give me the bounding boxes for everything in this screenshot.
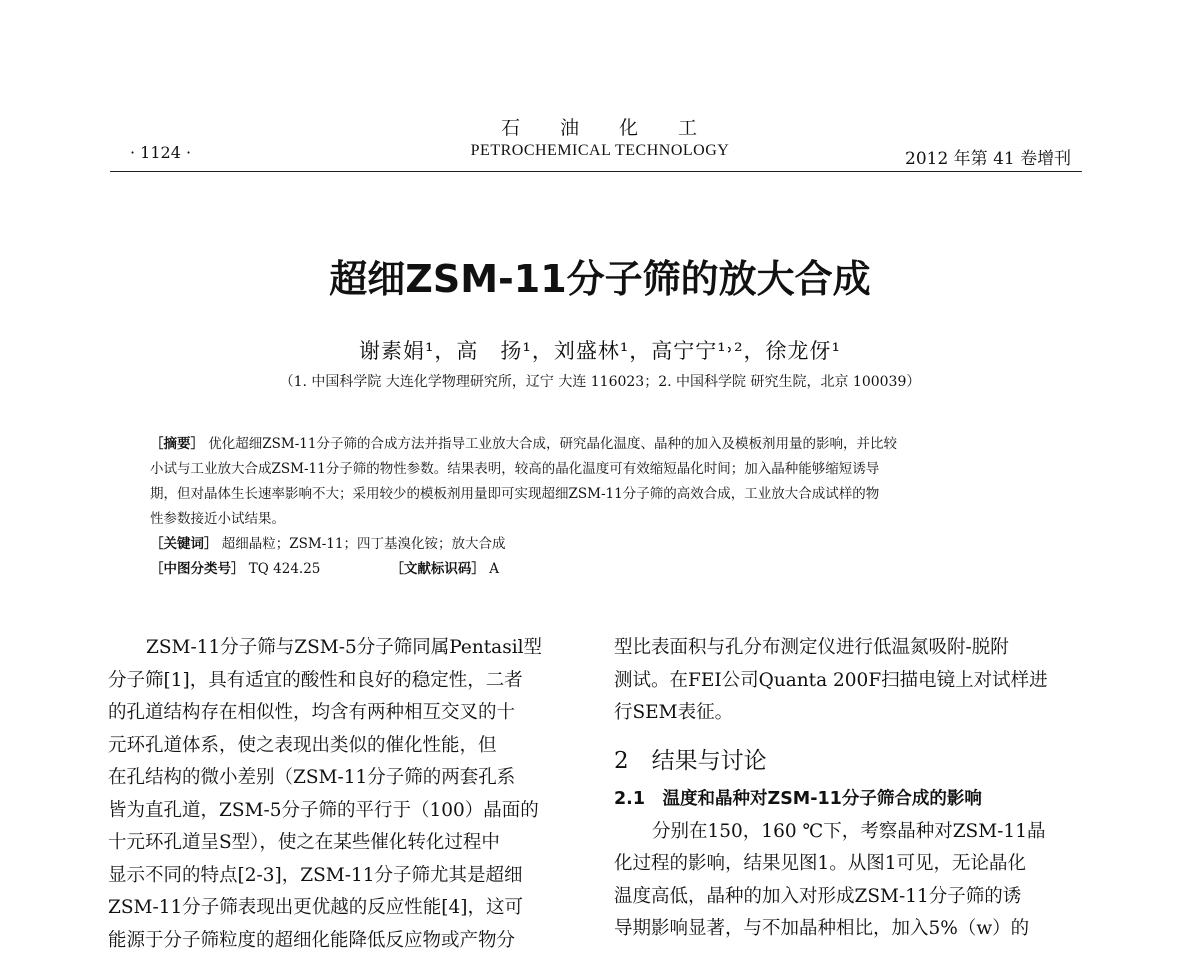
subsection-heading: 2.1 温度和晶种对ZSM-11分子筛合成的影响: [614, 783, 1084, 816]
keywords-text: 超细晶粒；ZSM-11；四丁基溴化铵；放大合成: [222, 536, 506, 552]
doc-code-value: A: [489, 561, 499, 577]
body-line: 十元环孔道呈S型），使之在某些催化转化过程中: [108, 827, 578, 860]
affiliations: （1. 中国科学院 大连化学物理研究所，辽宁 大连 116023；2. 中国科学院 研究生院，北京 100039）: [0, 371, 1200, 391]
section-heading: 2 结果与讨论: [614, 745, 1084, 778]
header-rule: [110, 171, 1082, 172]
body-line: 显示不同的特点[2-3]，ZSM-11分子筛尤其是超细: [108, 860, 578, 893]
abstract-label: ［摘要］: [150, 436, 204, 452]
body-column-left: [108, 632, 578, 957]
body-line: ZSM-11分子筛表现出更优越的反应性能[4]，这可: [108, 892, 578, 925]
abstract-line: [150, 432, 1050, 457]
journal-name-cn: 石 油 化 工: [0, 113, 1200, 140]
issue-info: 2012 年第 41 卷增刊: [905, 144, 1071, 169]
doc-code-label: ［文献标识码］: [390, 561, 485, 577]
body-line: 测试。在FEI公司Quanta 200F扫描电镜上对试样进: [614, 665, 1084, 698]
abstract-line: 性参数接近小试结果。: [150, 507, 1050, 532]
body-line: 化过程的影响，结果见图1。从图1可见，无论晶化: [614, 848, 1084, 881]
body-line: 导期影响显著，与不加晶种相比，加入5%（w）的: [614, 913, 1084, 946]
body-line: ZSM-11分子筛与ZSM-5分子筛同属Pentasil型: [108, 632, 578, 665]
article-title: 超细ZSM-11分子筛的放大合成: [0, 248, 1200, 303]
author-list: 谢素娟¹，高 扬¹，刘盛林¹，高宁宁¹˒²，徐龙伢¹: [0, 335, 1200, 365]
abstract-text: 优化超细ZSM-11分子筛的合成方法并指导工业放大合成，研究晶化温度、晶种的加入及模板剂用量的影响，并比较: [208, 436, 897, 452]
body-line: 元环孔道体系，使之表现出类似的催化性能，但: [108, 730, 578, 763]
clc-label: ［中图分类号］: [150, 561, 245, 577]
body-column-right: [614, 632, 1084, 946]
body-line: 在孔结构的微小差别（ZSM-11分子筛的两套孔系: [108, 762, 578, 795]
body-line: 能源于分子筛粒度的超细化能降低反应物或产物分: [108, 925, 578, 957]
abstract-line: 期，但对晶体生长速率影响不大；采用较少的模板剂用量即可实现超细ZSM-11分子筛的高效合成，工业放大合成试样的物: [150, 482, 1050, 507]
page-number: · 1124 ·: [130, 143, 191, 162]
body-line: 的孔道结构存在相似性，均含有两种相互交叉的十: [108, 697, 578, 730]
clc-value: TQ 424.25: [249, 561, 321, 577]
body-line: 分别在150，160 ℃下，考察晶种对ZSM-11晶: [614, 816, 1084, 849]
classification-line: [150, 557, 1050, 582]
keywords-line: [150, 532, 1050, 557]
abstract-line: 小试与工业放大合成ZSM-11分子筛的物性参数。结果表明，较高的晶化温度可有效缩短晶化时间；加入晶种能够缩短诱导: [150, 457, 1050, 482]
journal-name-en: PETROCHEMICAL TECHNOLOGY: [0, 142, 1200, 160]
body-line: 分子筛[1]，具有适宜的酸性和良好的稳定性，二者: [108, 665, 578, 698]
body-line: 型比表面积与孔分布测定仪进行低温氮吸附-脱附: [614, 632, 1084, 665]
body-line: 行SEM表征。: [614, 697, 1084, 730]
abstract-block: [150, 432, 1050, 582]
body-line: 皆为直孔道，ZSM-5分子筛的平行于（100）晶面的: [108, 795, 578, 828]
body-line: 温度高低，晶种的加入对形成ZSM-11分子筛的诱: [614, 881, 1084, 914]
keywords-label: ［关键词］: [150, 536, 218, 552]
